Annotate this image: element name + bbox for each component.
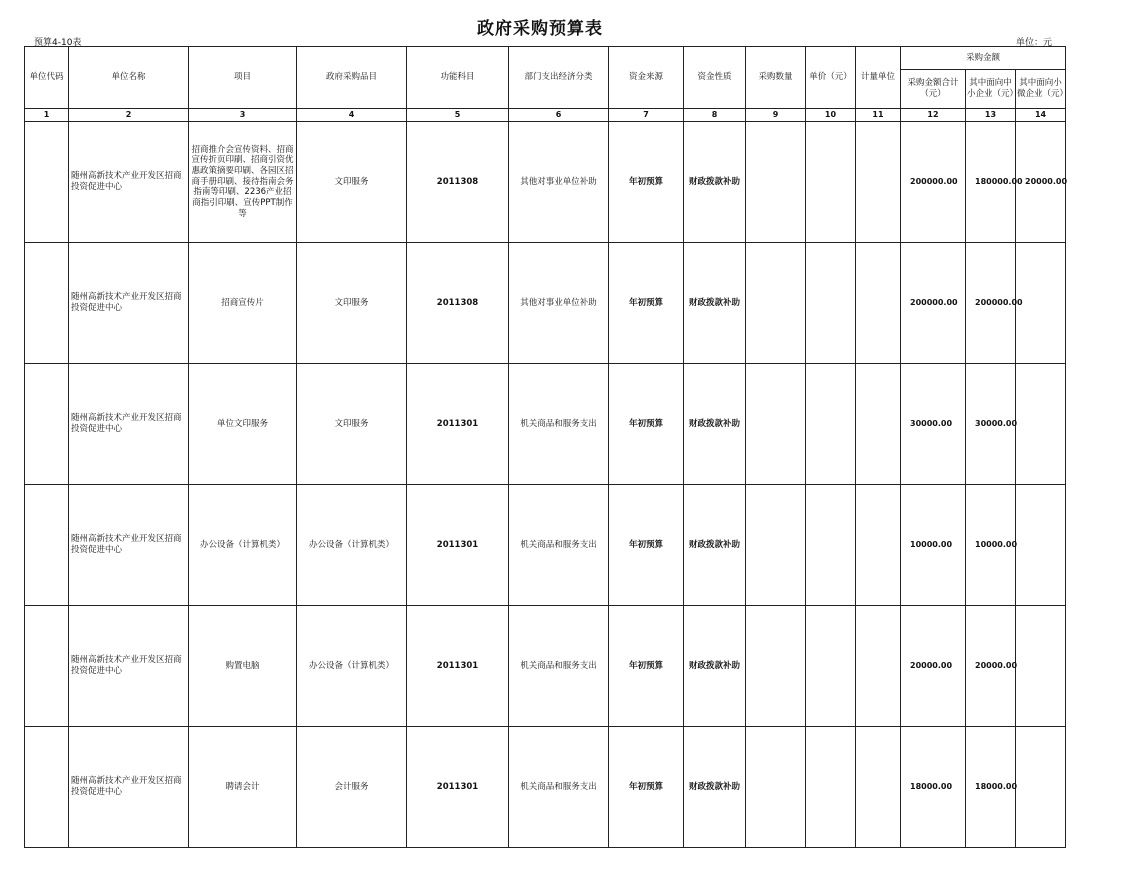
table-row [25, 727, 1066, 848]
unit-name-cell: 随州高新技术产业开发区招商投资促进中心 [69, 727, 189, 848]
table-row [25, 606, 1066, 727]
index-cell: 2 [69, 109, 189, 122]
table-code: 预算4-10表 [34, 38, 82, 48]
micro-amount-cell [1016, 364, 1066, 485]
col-header-total: 采购金额合计（元） [901, 70, 966, 109]
table-row [25, 485, 1066, 606]
col-header-qty: 采购数量 [746, 47, 806, 109]
function-code-cell: 2011301 [407, 727, 509, 848]
quantity-cell [746, 122, 806, 243]
index-cell: 7 [609, 109, 684, 122]
unit-name-cell: 随州高新技术产业开发区招商投资促进中心 [69, 485, 189, 606]
econ-class-cell: 机关商品和服务支出 [509, 485, 609, 606]
total-amount-cell: 30000.00 [901, 364, 966, 485]
table-row [25, 243, 1066, 364]
fund-source-cell: 年初预算 [609, 122, 684, 243]
micro-amount-cell: 20000.00 [1016, 122, 1066, 243]
total-amount-cell: 10000.00 [901, 485, 966, 606]
index-cell: 10 [806, 109, 856, 122]
unit-code-cell [25, 122, 69, 243]
col-header-project: 项目 [189, 47, 297, 109]
quantity-cell [746, 364, 806, 485]
category-cell: 文印服务 [297, 364, 407, 485]
sme-amount-cell: 20000.00 [966, 606, 1016, 727]
total-amount-cell: 20000.00 [901, 606, 966, 727]
unit-price-cell [806, 606, 856, 727]
unit-name-cell: 随州高新技术产业开发区招商投资促进中心 [69, 122, 189, 243]
table-row [25, 122, 1066, 243]
project-cell: 聘请会计 [189, 727, 297, 848]
function-code-cell: 2011301 [407, 485, 509, 606]
project-cell: 单位文印服务 [189, 364, 297, 485]
unit-code-cell [25, 606, 69, 727]
econ-class-cell: 其他对事业单位补助 [509, 243, 609, 364]
index-cell: 11 [856, 109, 901, 122]
index-cell: 3 [189, 109, 297, 122]
category-cell: 文印服务 [297, 243, 407, 364]
unit-price-cell [806, 243, 856, 364]
sme-amount-cell: 10000.00 [966, 485, 1016, 606]
function-code-cell: 2011308 [407, 122, 509, 243]
econ-class-cell: 机关商品和服务支出 [509, 364, 609, 485]
fund-nature-cell: 财政拨款补助 [684, 364, 746, 485]
header-row [25, 47, 1066, 70]
col-header-amount-group: 采购金额 [901, 47, 1066, 70]
category-cell: 会计服务 [297, 727, 407, 848]
fund-source-cell: 年初预算 [609, 364, 684, 485]
sme-amount-cell: 30000.00 [966, 364, 1016, 485]
index-row [25, 109, 1066, 122]
sme-amount-cell: 18000.00 [966, 727, 1016, 848]
unit-code-cell [25, 727, 69, 848]
project-cell: 购置电脑 [189, 606, 297, 727]
unit-price-cell [806, 727, 856, 848]
fund-nature-cell: 财政拨款补助 [684, 243, 746, 364]
col-header-code: 单位代码 [25, 47, 69, 109]
col-header-source: 资金来源 [609, 47, 684, 109]
econ-class-cell: 机关商品和服务支出 [509, 606, 609, 727]
index-cell: 4 [297, 109, 407, 122]
col-header-price: 单价（元） [806, 47, 856, 109]
fund-nature-cell: 财政拨款补助 [684, 485, 746, 606]
unit-price-cell [806, 122, 856, 243]
quantity-cell [746, 727, 806, 848]
index-cell: 13 [966, 109, 1016, 122]
measure-unit-cell [856, 485, 901, 606]
col-header-category: 政府采购品目 [297, 47, 407, 109]
index-cell: 9 [746, 109, 806, 122]
unit-price-cell [806, 485, 856, 606]
fund-source-cell: 年初预算 [609, 606, 684, 727]
measure-unit-cell [856, 364, 901, 485]
index-cell: 8 [684, 109, 746, 122]
category-cell: 文印服务 [297, 122, 407, 243]
col-header-function: 功能科目 [407, 47, 509, 109]
col-header-measure: 计量单位 [856, 47, 901, 109]
function-code-cell: 2011308 [407, 243, 509, 364]
col-header-unit-name: 单位名称 [69, 47, 189, 109]
micro-amount-cell [1016, 606, 1066, 727]
col-header-nature: 资金性质 [684, 47, 746, 109]
fund-nature-cell: 财政拨款补助 [684, 606, 746, 727]
fund-nature-cell: 财政拨款补助 [684, 727, 746, 848]
sme-amount-cell: 180000.00 [966, 122, 1016, 243]
micro-amount-cell [1016, 485, 1066, 606]
measure-unit-cell [856, 606, 901, 727]
micro-amount-cell [1016, 727, 1066, 848]
function-code-cell: 2011301 [407, 606, 509, 727]
measure-unit-cell [856, 727, 901, 848]
fund-source-cell: 年初预算 [609, 485, 684, 606]
index-cell: 5 [407, 109, 509, 122]
total-amount-cell: 200000.00 [901, 243, 966, 364]
econ-class-cell: 其他对事业单位补助 [509, 122, 609, 243]
unit-code-cell [25, 485, 69, 606]
project-cell: 办公设备（计算机类） [189, 485, 297, 606]
index-cell: 14 [1016, 109, 1066, 122]
index-cell: 6 [509, 109, 609, 122]
project-cell: 招商推介会宣传资料、招商宣传折页印刷、招商引资优惠政策摘要印刷、各园区招商手册印刷、接待指南会务指南等印刷、2236产业招商指引印刷、宣传PPT制作等 [189, 122, 297, 243]
unit-name-cell: 随州高新技术产业开发区招商投资促进中心 [69, 243, 189, 364]
currency-unit: 单位：元 [1016, 38, 1053, 48]
total-amount-cell: 18000.00 [901, 727, 966, 848]
procurement-budget-table [24, 46, 1069, 848]
fund-source-cell: 年初预算 [609, 727, 684, 848]
unit-price-cell [806, 364, 856, 485]
project-cell: 招商宣传片 [189, 243, 297, 364]
econ-class-cell: 机关商品和服务支出 [509, 727, 609, 848]
index-cell: 12 [901, 109, 966, 122]
micro-amount-cell [1016, 243, 1066, 364]
measure-unit-cell [856, 122, 901, 243]
total-amount-cell: 200000.00 [901, 122, 966, 243]
fund-nature-cell: 财政拨款补助 [684, 122, 746, 243]
category-cell: 办公设备（计算机类） [297, 606, 407, 727]
sme-amount-cell: 200000.00 [966, 243, 1016, 364]
unit-code-cell [25, 364, 69, 485]
function-code-cell: 2011301 [407, 364, 509, 485]
col-header-micro: 其中面向小微企业（元） [1016, 70, 1066, 109]
unit-name-cell: 随州高新技术产业开发区招商投资促进中心 [69, 364, 189, 485]
table-row [25, 364, 1066, 485]
col-header-sme: 其中面向中小企业（元） [966, 70, 1016, 109]
unit-code-cell [25, 243, 69, 364]
page-title: 政府采购预算表 [477, 19, 603, 39]
measure-unit-cell [856, 243, 901, 364]
quantity-cell [746, 243, 806, 364]
quantity-cell [746, 606, 806, 727]
category-cell: 办公设备（计算机类） [297, 485, 407, 606]
col-header-econ: 部门支出经济分类 [509, 47, 609, 109]
unit-name-cell: 随州高新技术产业开发区招商投资促进中心 [69, 606, 189, 727]
fund-source-cell: 年初预算 [609, 243, 684, 364]
index-cell: 1 [25, 109, 69, 122]
quantity-cell [746, 485, 806, 606]
